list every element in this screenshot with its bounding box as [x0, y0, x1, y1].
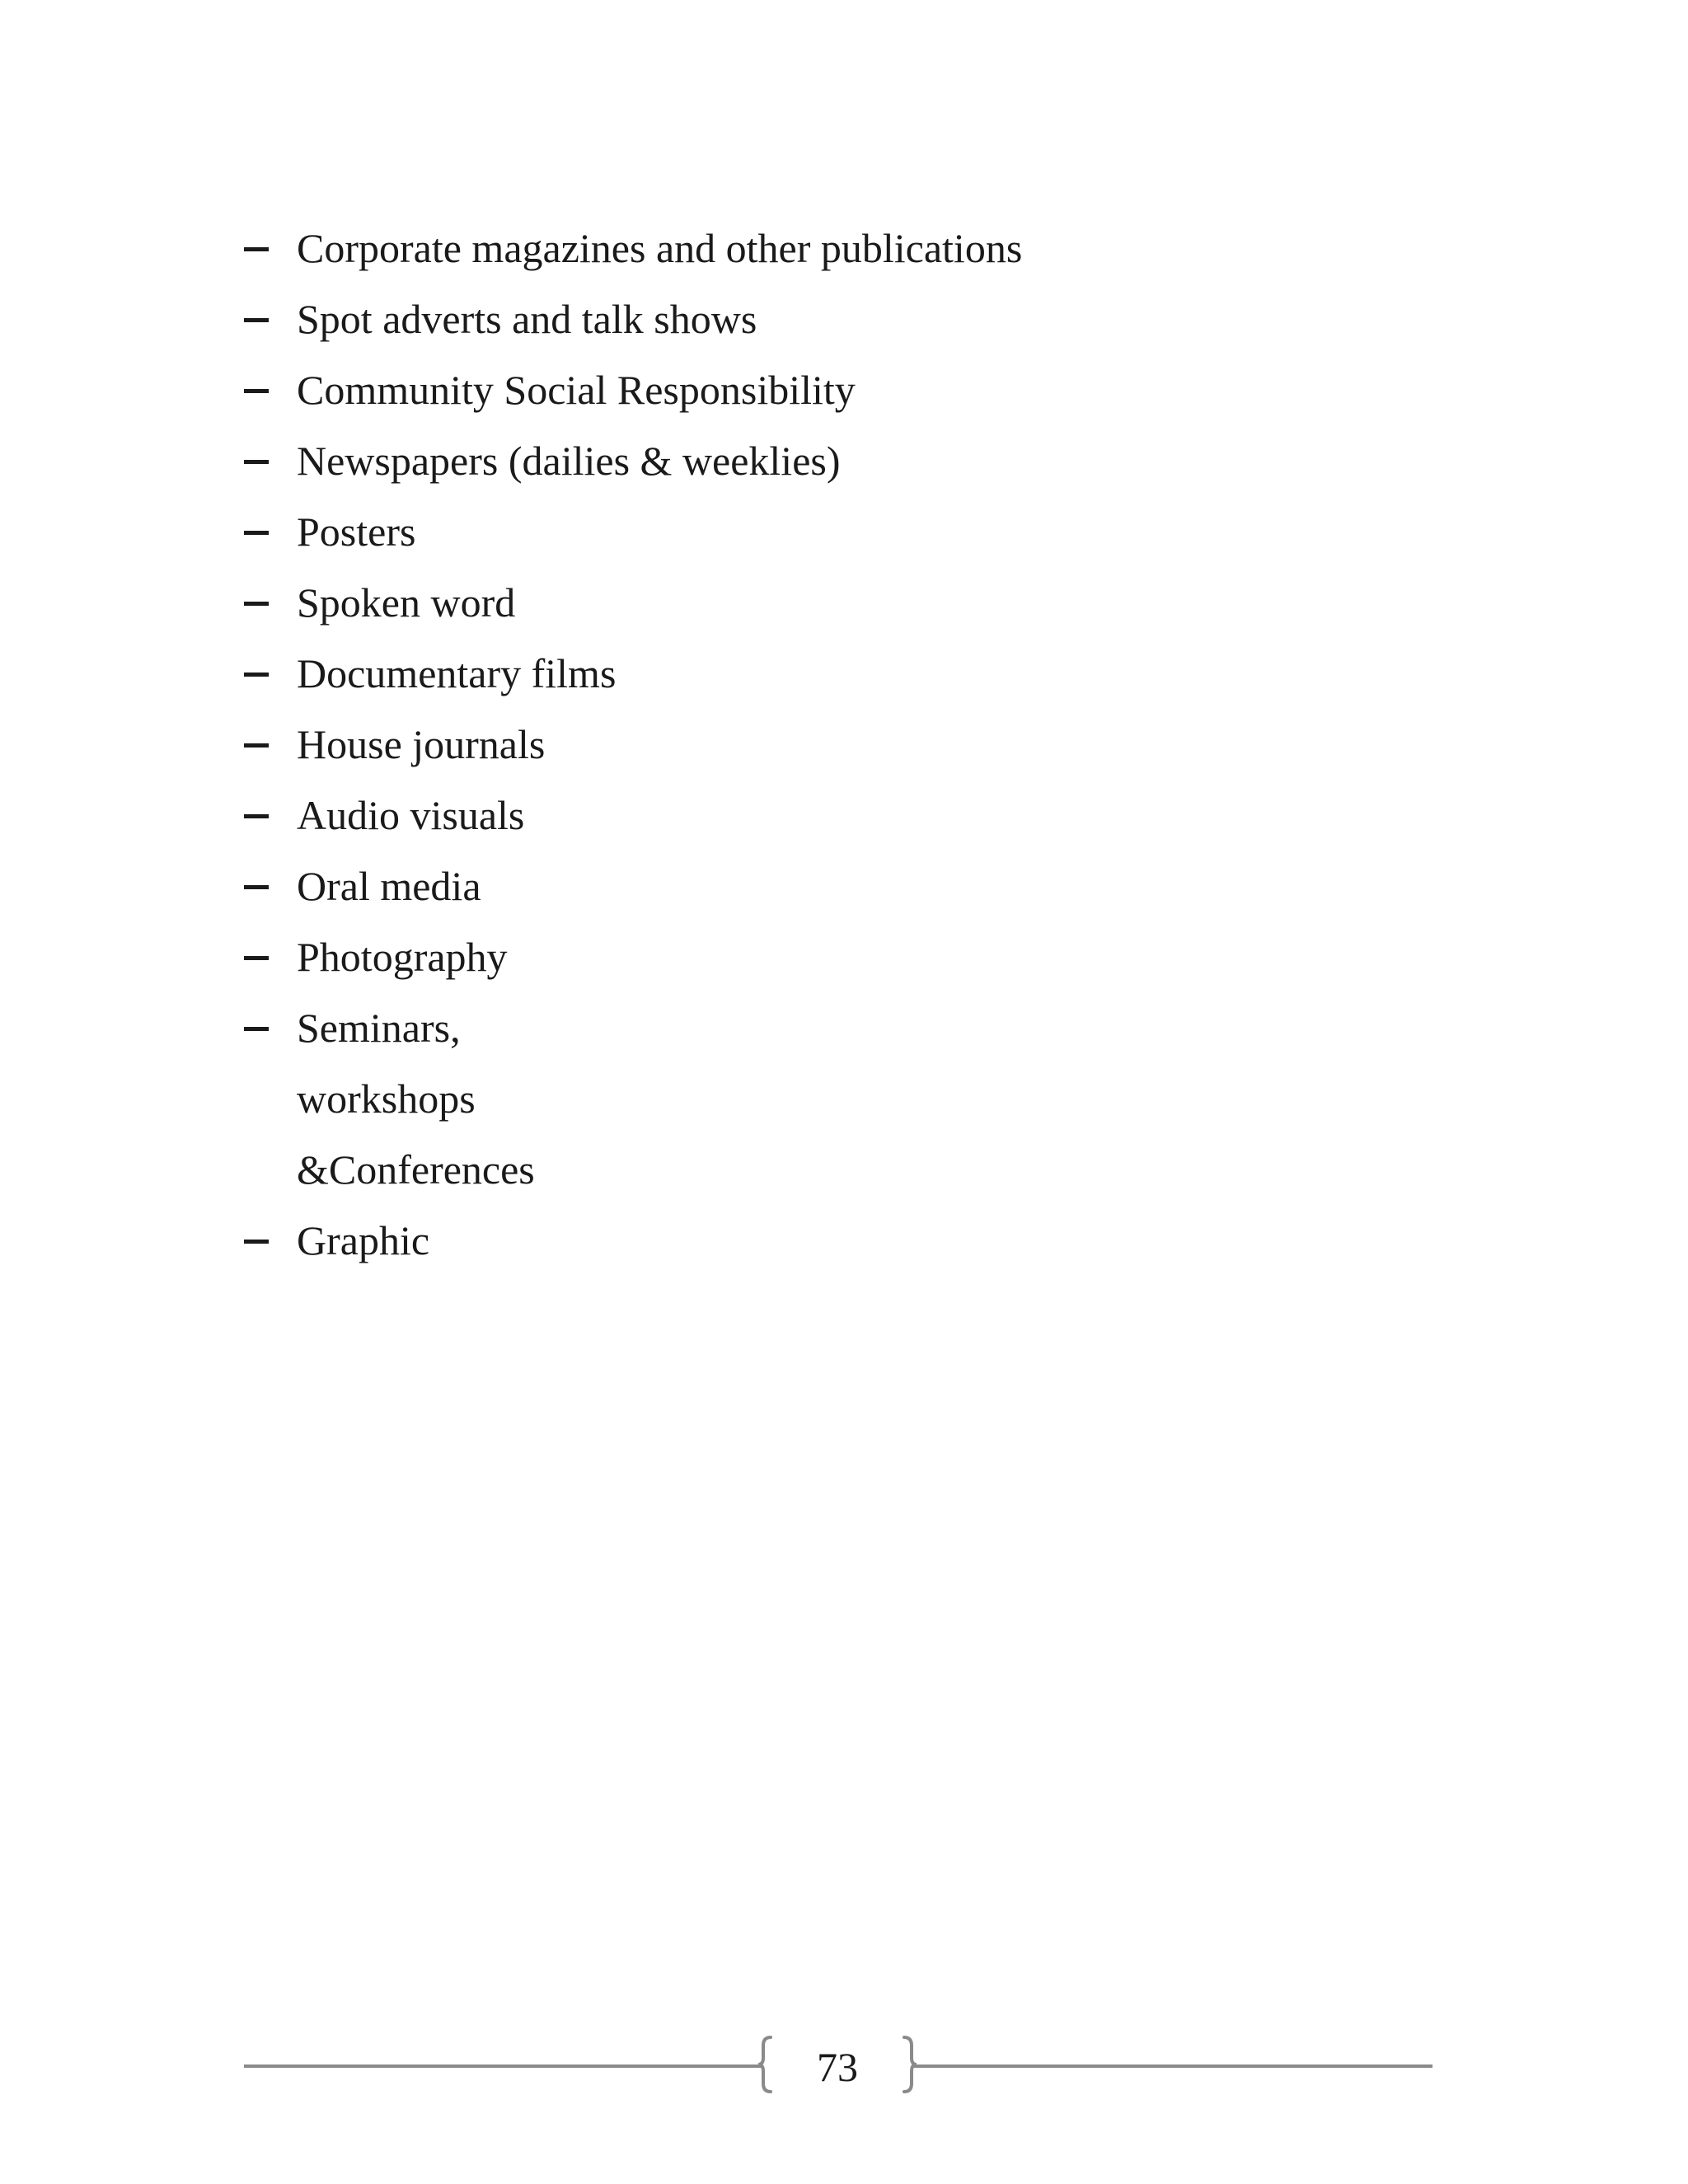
list-item-text: Audio visuals [297, 792, 525, 838]
list-item-text: Documentary films [297, 650, 617, 696]
dash-bullet-icon [244, 247, 269, 251]
list-item [244, 1205, 1022, 1276]
left-brace-icon [757, 2036, 773, 2093]
list-item-text-continued: workshops [297, 1076, 476, 1122]
dash-bullet-icon [244, 531, 269, 535]
dash-bullet-icon [244, 956, 269, 960]
list-item [244, 496, 1022, 567]
footer-rule-left [244, 2064, 762, 2068]
list-item [244, 851, 1022, 921]
list-item [244, 709, 1022, 780]
list-item-text: Newspapers (dailies & weeklies) [297, 438, 841, 484]
bullet-list [244, 213, 1022, 1276]
list-item-text: House journals [297, 721, 546, 767]
dash-bullet-icon [244, 885, 269, 889]
list-item-text: Spot adverts and talk shows [297, 296, 757, 342]
list-item-text-continued: &Conferences [297, 1146, 535, 1193]
dash-bullet-icon [244, 318, 269, 322]
page-number: 73 [817, 2044, 858, 2090]
list-item [244, 780, 1022, 851]
list-item [244, 992, 1022, 1205]
list-item-text: Graphic [297, 1217, 430, 1263]
list-item [244, 354, 1022, 425]
footer-rule-right [913, 2064, 1432, 2068]
list-item-text: Community Social Responsibility [297, 367, 856, 413]
list-item [244, 921, 1022, 992]
dash-bullet-icon [244, 389, 269, 393]
list-item-text: Corporate magazines and other publications [297, 225, 1023, 271]
list-item-text: Spoken word [297, 579, 516, 626]
list-item-text: Seminars, [297, 1005, 461, 1051]
list-item-text: Oral media [297, 863, 481, 909]
page-footer [244, 2034, 1432, 2100]
dash-bullet-icon [244, 1240, 269, 1244]
dash-bullet-icon [244, 1027, 269, 1031]
list-item [244, 213, 1022, 284]
list-item [244, 567, 1022, 638]
dash-bullet-icon [244, 602, 269, 606]
list-item-text: Posters [297, 509, 416, 555]
dash-bullet-icon [244, 814, 269, 818]
list-item [244, 638, 1022, 709]
dash-bullet-icon [244, 673, 269, 677]
list-item [244, 425, 1022, 496]
dash-bullet-icon [244, 743, 269, 748]
dash-bullet-icon [244, 460, 269, 464]
list-item [244, 284, 1022, 354]
list-item-text: Photography [297, 934, 508, 980]
